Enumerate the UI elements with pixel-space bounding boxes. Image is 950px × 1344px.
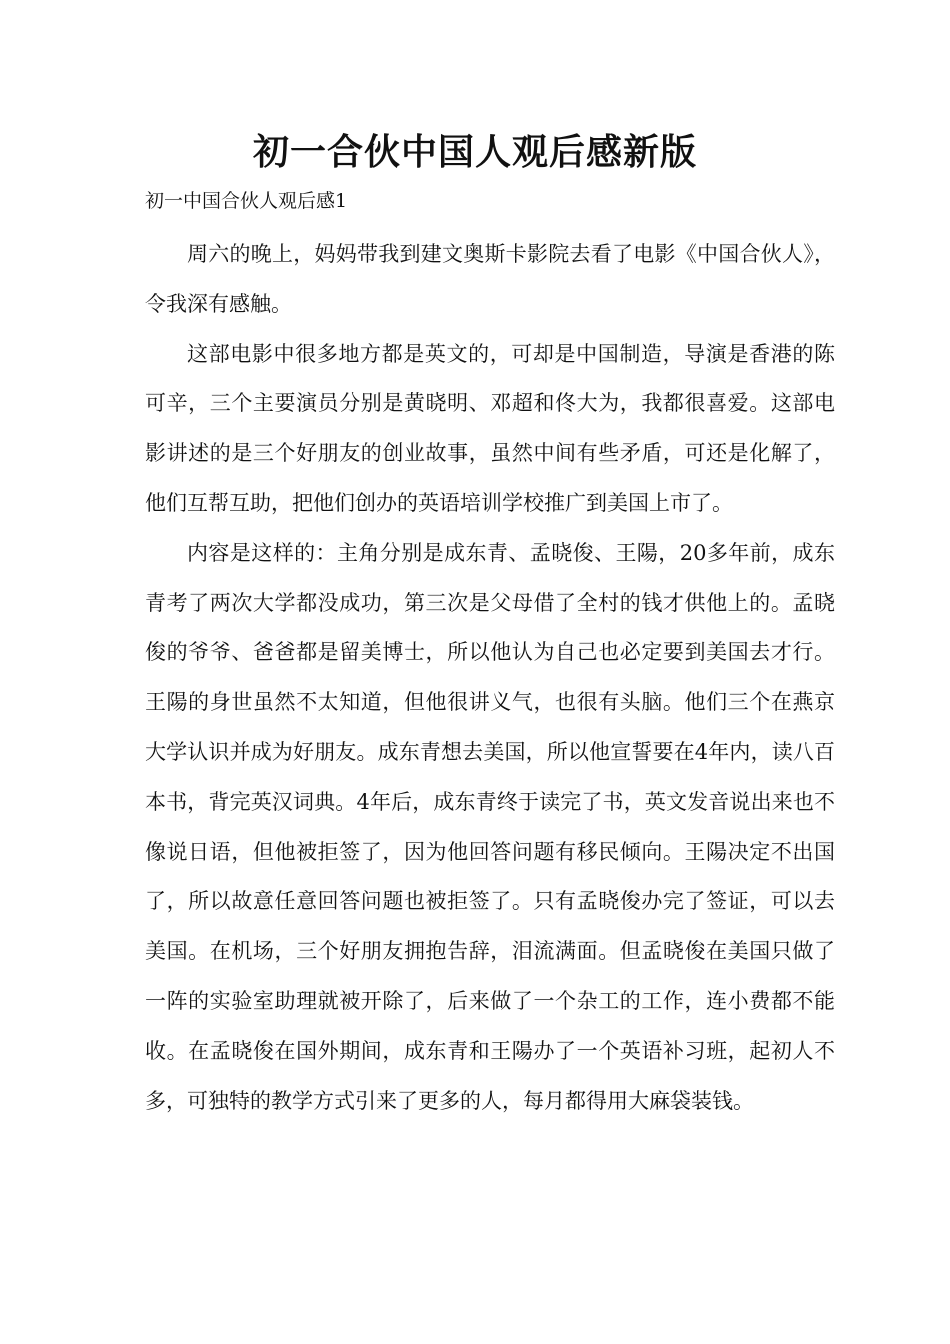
paragraph-1: 周六的晚上，妈妈带我到建文奥斯卡影院去看了电影《中国合伙人》，令我深有感触。	[145, 242, 835, 316]
paragraph-3: 内容是这样的：主角分别是成东青、孟晓俊、王陽，20多年前，成东青考了两次大学都没成功，第三次是父母借了全村的钱才供他上的。孟晓俊的爷爷、爸爸都是留美博士，所以他认为自己也必定要到美国去才行。王陽的身世虽然不太知道，但他很讲义气，也很有头脑。他们三个在燕京大学认识并成为好朋友。成东青想去美国，所以他宣誓要在4年内，读八百本书，背完英汉词典。4年后，成东青终于读完了书，英文发音说出来也不像说日语，但他被拒签了，因为他回答问题有移民倾向。王陽决定不出国了，所以故意任意回答问题也被拒签了。只有孟晓俊办完了签证，可以去美国。在机场，三个好朋友拥抱告辞，泪流满面。但孟晓俊在美国只做了一阵的实验室助理就被开除了，后来做了一个杂工的工作，连小费都不能收。在孟晓俊在国外期间，成东青和王陽办了一个英语补习班，起初人不多，可独特的教学方式引来了更多的人，每月都得用大麻袋装钱。	[145, 540, 835, 1113]
document-subtitle: 初一中国合伙人观后感1	[145, 190, 348, 212]
paragraph-2: 这部电影中很多地方都是英文的，可却是中国制造，导演是香港的陈可辛，三个主要演员分别是黄晓明、邓超和佟大为，我都很喜爱。这部电影讲述的是三个好朋友的创业故事，虽然中间有些矛盾，可还是化解了，他们互帮互助，把他们创办的英语培训学校推广到美国上市了。	[145, 341, 835, 515]
document-body	[145, 230, 835, 1126]
document-title: 初一合伙中国人观后感新版	[252, 132, 697, 173]
